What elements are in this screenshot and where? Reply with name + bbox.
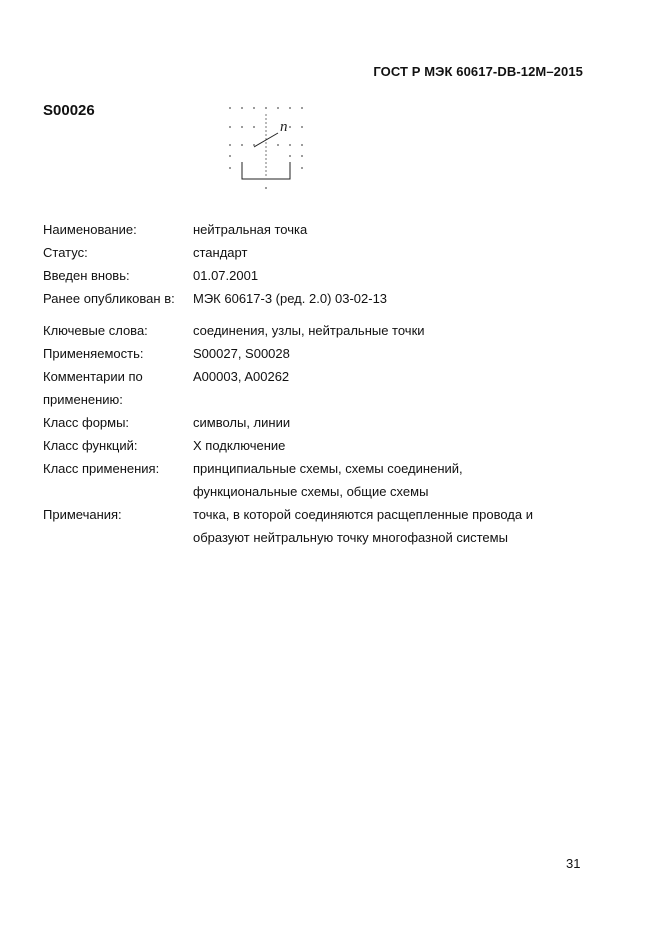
- field-value: нейтральная точка: [193, 222, 308, 237]
- field-value: МЭК 60617-3 (ред. 2.0) 03-02-13: [193, 291, 388, 306]
- field-value-line: принципиальные схемы, схемы соединений,: [193, 461, 463, 476]
- field-value: S00027, S00028: [193, 346, 290, 361]
- field-label: Класс формы:: [43, 415, 130, 430]
- field-value-line: функциональные схемы, общие схемы: [193, 484, 429, 499]
- field-value-line: образуют нейтральную точку многофазной системы: [193, 530, 508, 545]
- symbol-code: S00026: [43, 102, 95, 119]
- field-value: стандарт: [193, 245, 248, 260]
- field-value: X подключение: [193, 438, 286, 453]
- field-value: 01.07.2001: [193, 268, 259, 283]
- field-value: A00003, A00262: [193, 369, 290, 384]
- field-row-function-class: [43, 434, 603, 457]
- field-label: [43, 365, 193, 411]
- field-value-line: точка, в которой соединяются расщепленные провода и: [193, 507, 533, 522]
- field-value: символы, линии: [193, 415, 291, 430]
- symbol-letter: n: [280, 119, 288, 135]
- field-value: соединения, узлы, нейтральные точки: [193, 323, 425, 338]
- field-row-name: [43, 218, 603, 241]
- field-label: Применяемость:: [43, 346, 144, 361]
- field-row-applicability: [43, 342, 603, 365]
- neutral-point-symbol: [224, 100, 308, 192]
- field-row-keywords: [43, 319, 603, 342]
- field-value: [193, 503, 603, 549]
- field-row-application-class: [43, 457, 603, 503]
- field-label: Ранее опубликован в:: [43, 291, 175, 306]
- field-value: [193, 457, 603, 503]
- field-label: Класс применения:: [43, 461, 160, 476]
- field-label-line: применению:: [43, 392, 123, 407]
- document-header: ГОСТ Р МЭК 60617-DB-12M–2015: [373, 64, 583, 79]
- field-label: Класс функций:: [43, 438, 138, 453]
- attribute-list: [43, 218, 603, 549]
- field-label: Статус:: [43, 245, 88, 260]
- field-row-introduced: [43, 264, 603, 287]
- section-gap: [43, 310, 603, 319]
- field-label: Примечания:: [43, 507, 122, 522]
- field-row-form-class: [43, 411, 603, 434]
- field-label: Введен вновь:: [43, 268, 130, 283]
- field-row-status: [43, 241, 603, 264]
- field-label: Ключевые слова:: [43, 323, 148, 338]
- field-row-comments: [43, 365, 603, 411]
- field-label: Наименование:: [43, 222, 137, 237]
- field-row-published: [43, 287, 603, 310]
- page-number: 31: [566, 856, 581, 871]
- field-label-line: Комментарии по: [43, 369, 143, 384]
- field-row-notes: [43, 503, 603, 549]
